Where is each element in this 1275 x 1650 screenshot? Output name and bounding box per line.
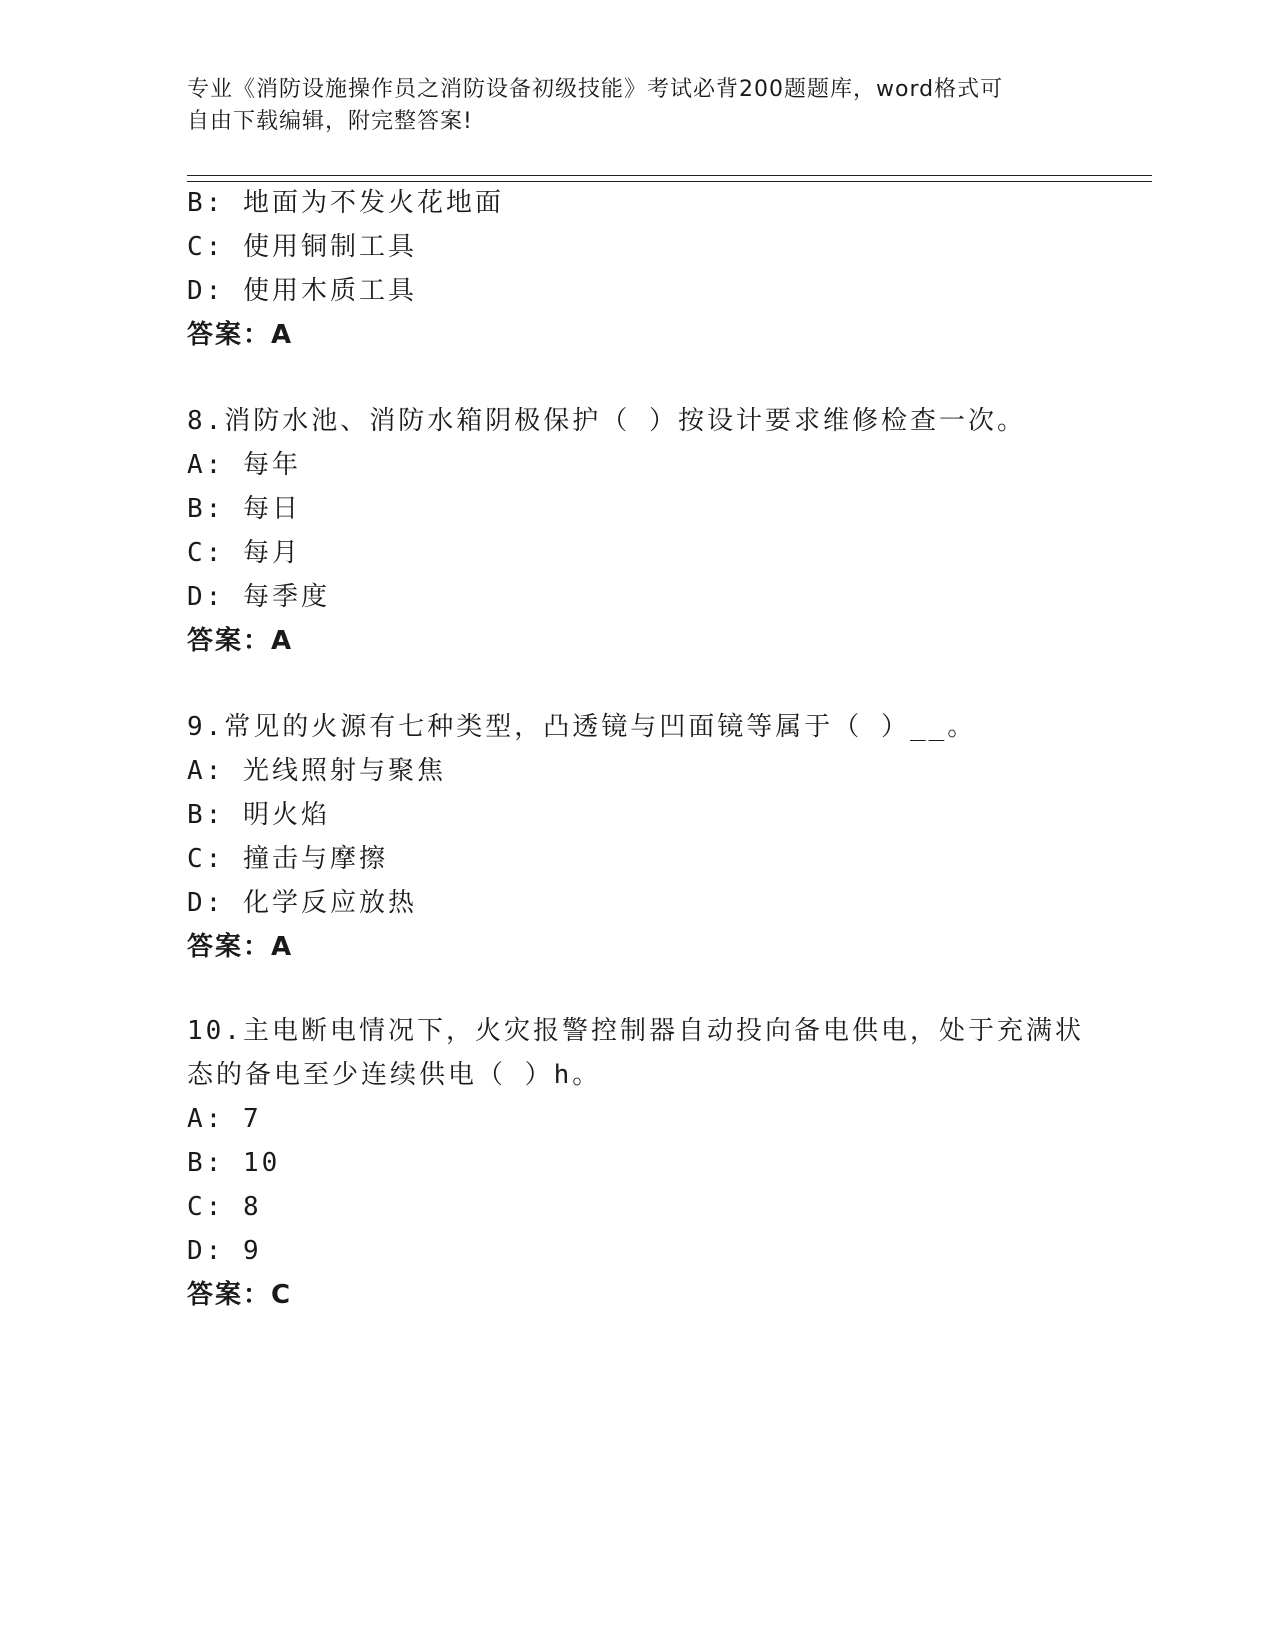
q9-option-d: D: 化学反应放热 (187, 888, 417, 918)
q8-option-b: B: 每日 (187, 494, 301, 524)
q8-option-d: D: 每季度 (187, 582, 330, 612)
q10-question-line-1: 10.主电断电情况下，火灾报警控制器自动投向备电供电，处于充满状 (187, 1016, 1084, 1046)
q10-option-a: A: 7 (187, 1104, 262, 1134)
header-divider-bottom (187, 181, 1152, 182)
q10-option-d: D: 9 (187, 1236, 262, 1266)
q9-question: 9.常见的火源有七种类型，凸透镜与凹面镜等属于（ ）__。 (187, 712, 977, 742)
header-line-1: 专业《消防设施操作员之消防设备初级技能》考试必背200题题库，word格式可 (187, 77, 1004, 102)
q9-answer: 答案：A (187, 932, 294, 962)
q7-option-b: B: 地面为不发火花地面 (187, 188, 504, 218)
q7-answer: 答案：A (187, 320, 294, 350)
header-line-2: 自由下载编辑，附完整答案! (187, 109, 473, 134)
q9-option-c: C: 撞击与摩擦 (187, 844, 388, 874)
q10-question-line-2: 态的备电至少连续供电（ ）h。 (187, 1060, 602, 1090)
document-header (187, 74, 1067, 138)
q10-answer: 答案：C (187, 1280, 293, 1310)
q9-option-a: A: 光线照射与聚焦 (187, 756, 446, 786)
q8-option-c: C: 每月 (187, 538, 301, 568)
q7-option-d: D: 使用木质工具 (187, 276, 417, 306)
q9-option-b: B: 明火焰 (187, 800, 330, 830)
q10-option-c: C: 8 (187, 1192, 262, 1222)
q8-option-a: A: 每年 (187, 450, 301, 480)
q10-option-b: B: 10 (187, 1148, 281, 1178)
q7-option-c: C: 使用铜制工具 (187, 232, 417, 262)
header-divider-top (187, 175, 1152, 176)
q8-question: 8.消防水池、消防水箱阴极保护（ ）按设计要求维修检查一次。 (187, 406, 1026, 436)
q8-answer: 答案：A (187, 626, 294, 656)
